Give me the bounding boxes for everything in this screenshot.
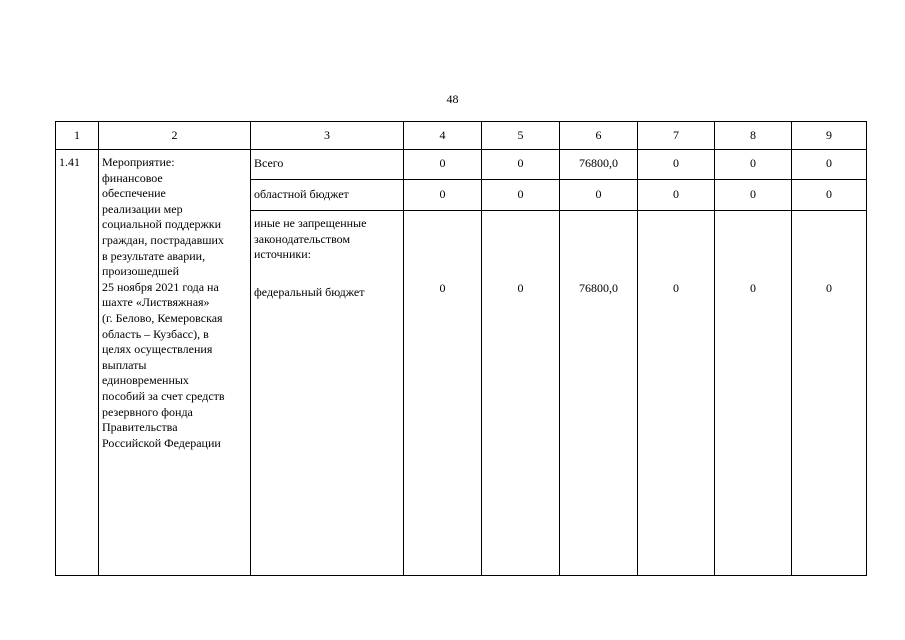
value: 0: [439, 156, 446, 170]
value-cell: [482, 150, 560, 180]
value: 0: [517, 156, 524, 170]
source-cell: [251, 211, 404, 576]
value-cell: [638, 150, 715, 180]
source-label: Всего: [254, 156, 284, 170]
value: 0: [673, 156, 679, 170]
header-cell: 9: [792, 122, 867, 150]
budget-table: [55, 121, 867, 576]
value-cell: [638, 180, 715, 211]
value-cell: [482, 180, 560, 211]
page-number: 48: [446, 92, 459, 106]
value-cell: [560, 211, 638, 576]
value-cell: [792, 211, 867, 576]
value: 76800,0: [579, 156, 618, 170]
measure-description: Мероприятие: финансовое обеспечение реализации мер социальной поддержки граждан, пострадавших в результате аварии, произошедшей 25 ноября 2021 года на шахте «Листвяжная» (г. Белово, Кемеровская область – Кузбасс), в целях осуществления выплаты единовременных пособий за счет средств резервного фонда Правительства Российской Федерации: [102, 155, 225, 450]
value: 0: [673, 281, 679, 295]
header-cell: 8: [715, 122, 792, 150]
value: 0: [517, 281, 524, 295]
value: 0: [517, 187, 524, 201]
value: 0: [673, 187, 679, 201]
header-cell: 6: [560, 122, 638, 150]
value: 0: [750, 281, 756, 295]
value: 0: [826, 187, 832, 201]
value-cell: [792, 150, 867, 180]
value-cell: [638, 211, 715, 576]
source-label: областной бюджет: [254, 187, 349, 201]
header-cell: 4: [404, 122, 482, 150]
source-label: федеральный бюджет: [254, 284, 365, 299]
header-cell: 2: [99, 122, 251, 150]
other-sources-label: иные не запрещенные законодательством источники:: [254, 216, 367, 262]
description-cell: [99, 150, 251, 576]
row-number-cell: [56, 150, 99, 576]
value-cell: [792, 180, 867, 211]
value: 0: [750, 187, 756, 201]
value-cell: [404, 180, 482, 211]
header-cell: 7: [638, 122, 715, 150]
value-cell: [404, 211, 482, 576]
value-cell: [404, 150, 482, 180]
header-cell: 5: [482, 122, 560, 150]
value: 0: [826, 156, 832, 170]
value-cell: [560, 180, 638, 211]
value: 0: [439, 281, 446, 295]
value: 76800,0: [579, 281, 618, 295]
header-cell: 3: [251, 122, 404, 150]
value: 0: [826, 281, 832, 295]
table-row: [56, 150, 867, 180]
value-cell: [715, 211, 792, 576]
source-cell: [251, 180, 404, 211]
value: 0: [595, 187, 602, 201]
header-row: [56, 122, 867, 150]
value: 0: [750, 156, 756, 170]
header-cell: 1: [56, 122, 99, 150]
value-cell: [715, 180, 792, 211]
value-cell: [560, 150, 638, 180]
row-number: 1.41: [59, 155, 80, 169]
value: 0: [439, 187, 446, 201]
value-cell: [715, 150, 792, 180]
source-cell: [251, 150, 404, 180]
value-cell: [482, 211, 560, 576]
